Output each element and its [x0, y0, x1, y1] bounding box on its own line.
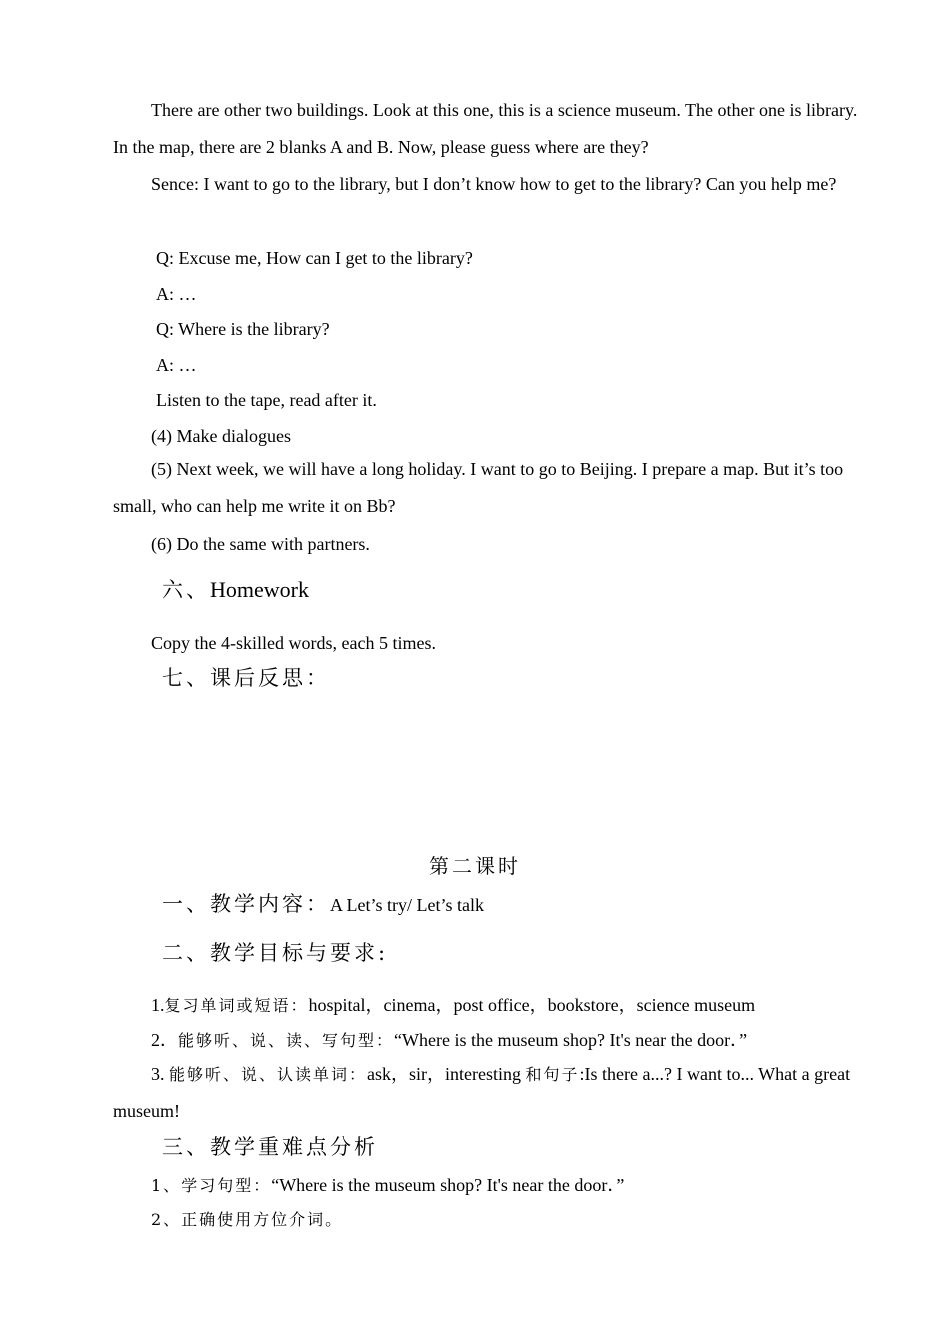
teaching-content-label: 一、教学内容： [162, 892, 330, 916]
goal-1-number: 1. [151, 995, 165, 1015]
goal-3-words: ask，sir，interesting [367, 1064, 526, 1084]
reflection-heading: 七、课后反思： [162, 666, 330, 690]
step-6: (6) Do the same with partners. [151, 534, 370, 554]
goal-3-conjunction: 和句子 [525, 1065, 580, 1084]
goal-1-words: hospital，cinema，post office，bookstore，science museum [308, 995, 756, 1015]
goals-heading: 二、教学目标与要求: [162, 941, 389, 965]
step-4: (4) Make dialogues [151, 426, 291, 446]
goal-2 [0, 1028, 950, 1053]
listen-instruction: Listen to the tape, read after it. [156, 390, 377, 410]
key-point-1-number: 1、 [151, 1176, 182, 1195]
goal-3-sentences: :Is there a...? I want to... What a great museum! [113, 1064, 851, 1121]
goal-1 [0, 993, 950, 1018]
lesson-title: 第二课时 [429, 854, 521, 878]
key-point-1-label: 学习句型： [181, 1176, 272, 1195]
answer-2: A: … [156, 355, 197, 375]
homework-number: 六、 [162, 578, 210, 602]
teaching-content-heading [0, 892, 950, 917]
goal-1-label: 复习单词或短语： [164, 996, 309, 1015]
homework-heading [0, 578, 950, 602]
homework-text: Copy the 4-skilled words, each 5 times. [151, 633, 436, 653]
goal-3-number: 3. [151, 1064, 169, 1084]
goal-2-sentence: “Where is the museum shop? It's near the door．” [394, 1030, 748, 1050]
key-point-2: 2、正确使用方位介词。 [151, 1210, 344, 1229]
question-1: Q: Excuse me, How can I get to the library? [156, 248, 473, 268]
goal-3 [113, 1056, 863, 1130]
paragraph-buildings: There are other two buildings. Look at this one, this is a science museum. The other one is library. In the map, there are 2 blanks A and B. Now, please guess where are they? [113, 100, 858, 157]
goal-2-number: 2． [151, 1030, 178, 1050]
key-points-heading: 三、教学重难点分析 [162, 1135, 378, 1159]
paragraph-step-5: (5) Next week, we will have a long holiday. I want to go to Beijing. I prepare a map. But it’s too small, who can help me write it on Bb? [113, 459, 844, 516]
paragraph-scene: Sence: I want to go to the library, but I don’t know how to get to the library? Can you help me? [151, 174, 837, 194]
goal-3-label: 能够听、说、认读单词： [169, 1065, 368, 1084]
question-2: Q: Where is the library? [156, 319, 330, 339]
key-point-1 [0, 1173, 950, 1198]
teaching-content-value: A Let’s try/ Let’s talk [330, 895, 484, 915]
answer-1: A: … [156, 284, 197, 304]
homework-title: Homework [210, 577, 309, 602]
key-point-1-sentence: “Where is the museum shop? It's near the door．” [271, 1175, 625, 1195]
goal-2-label: 能够听、说、读、写句型： [178, 1031, 395, 1050]
